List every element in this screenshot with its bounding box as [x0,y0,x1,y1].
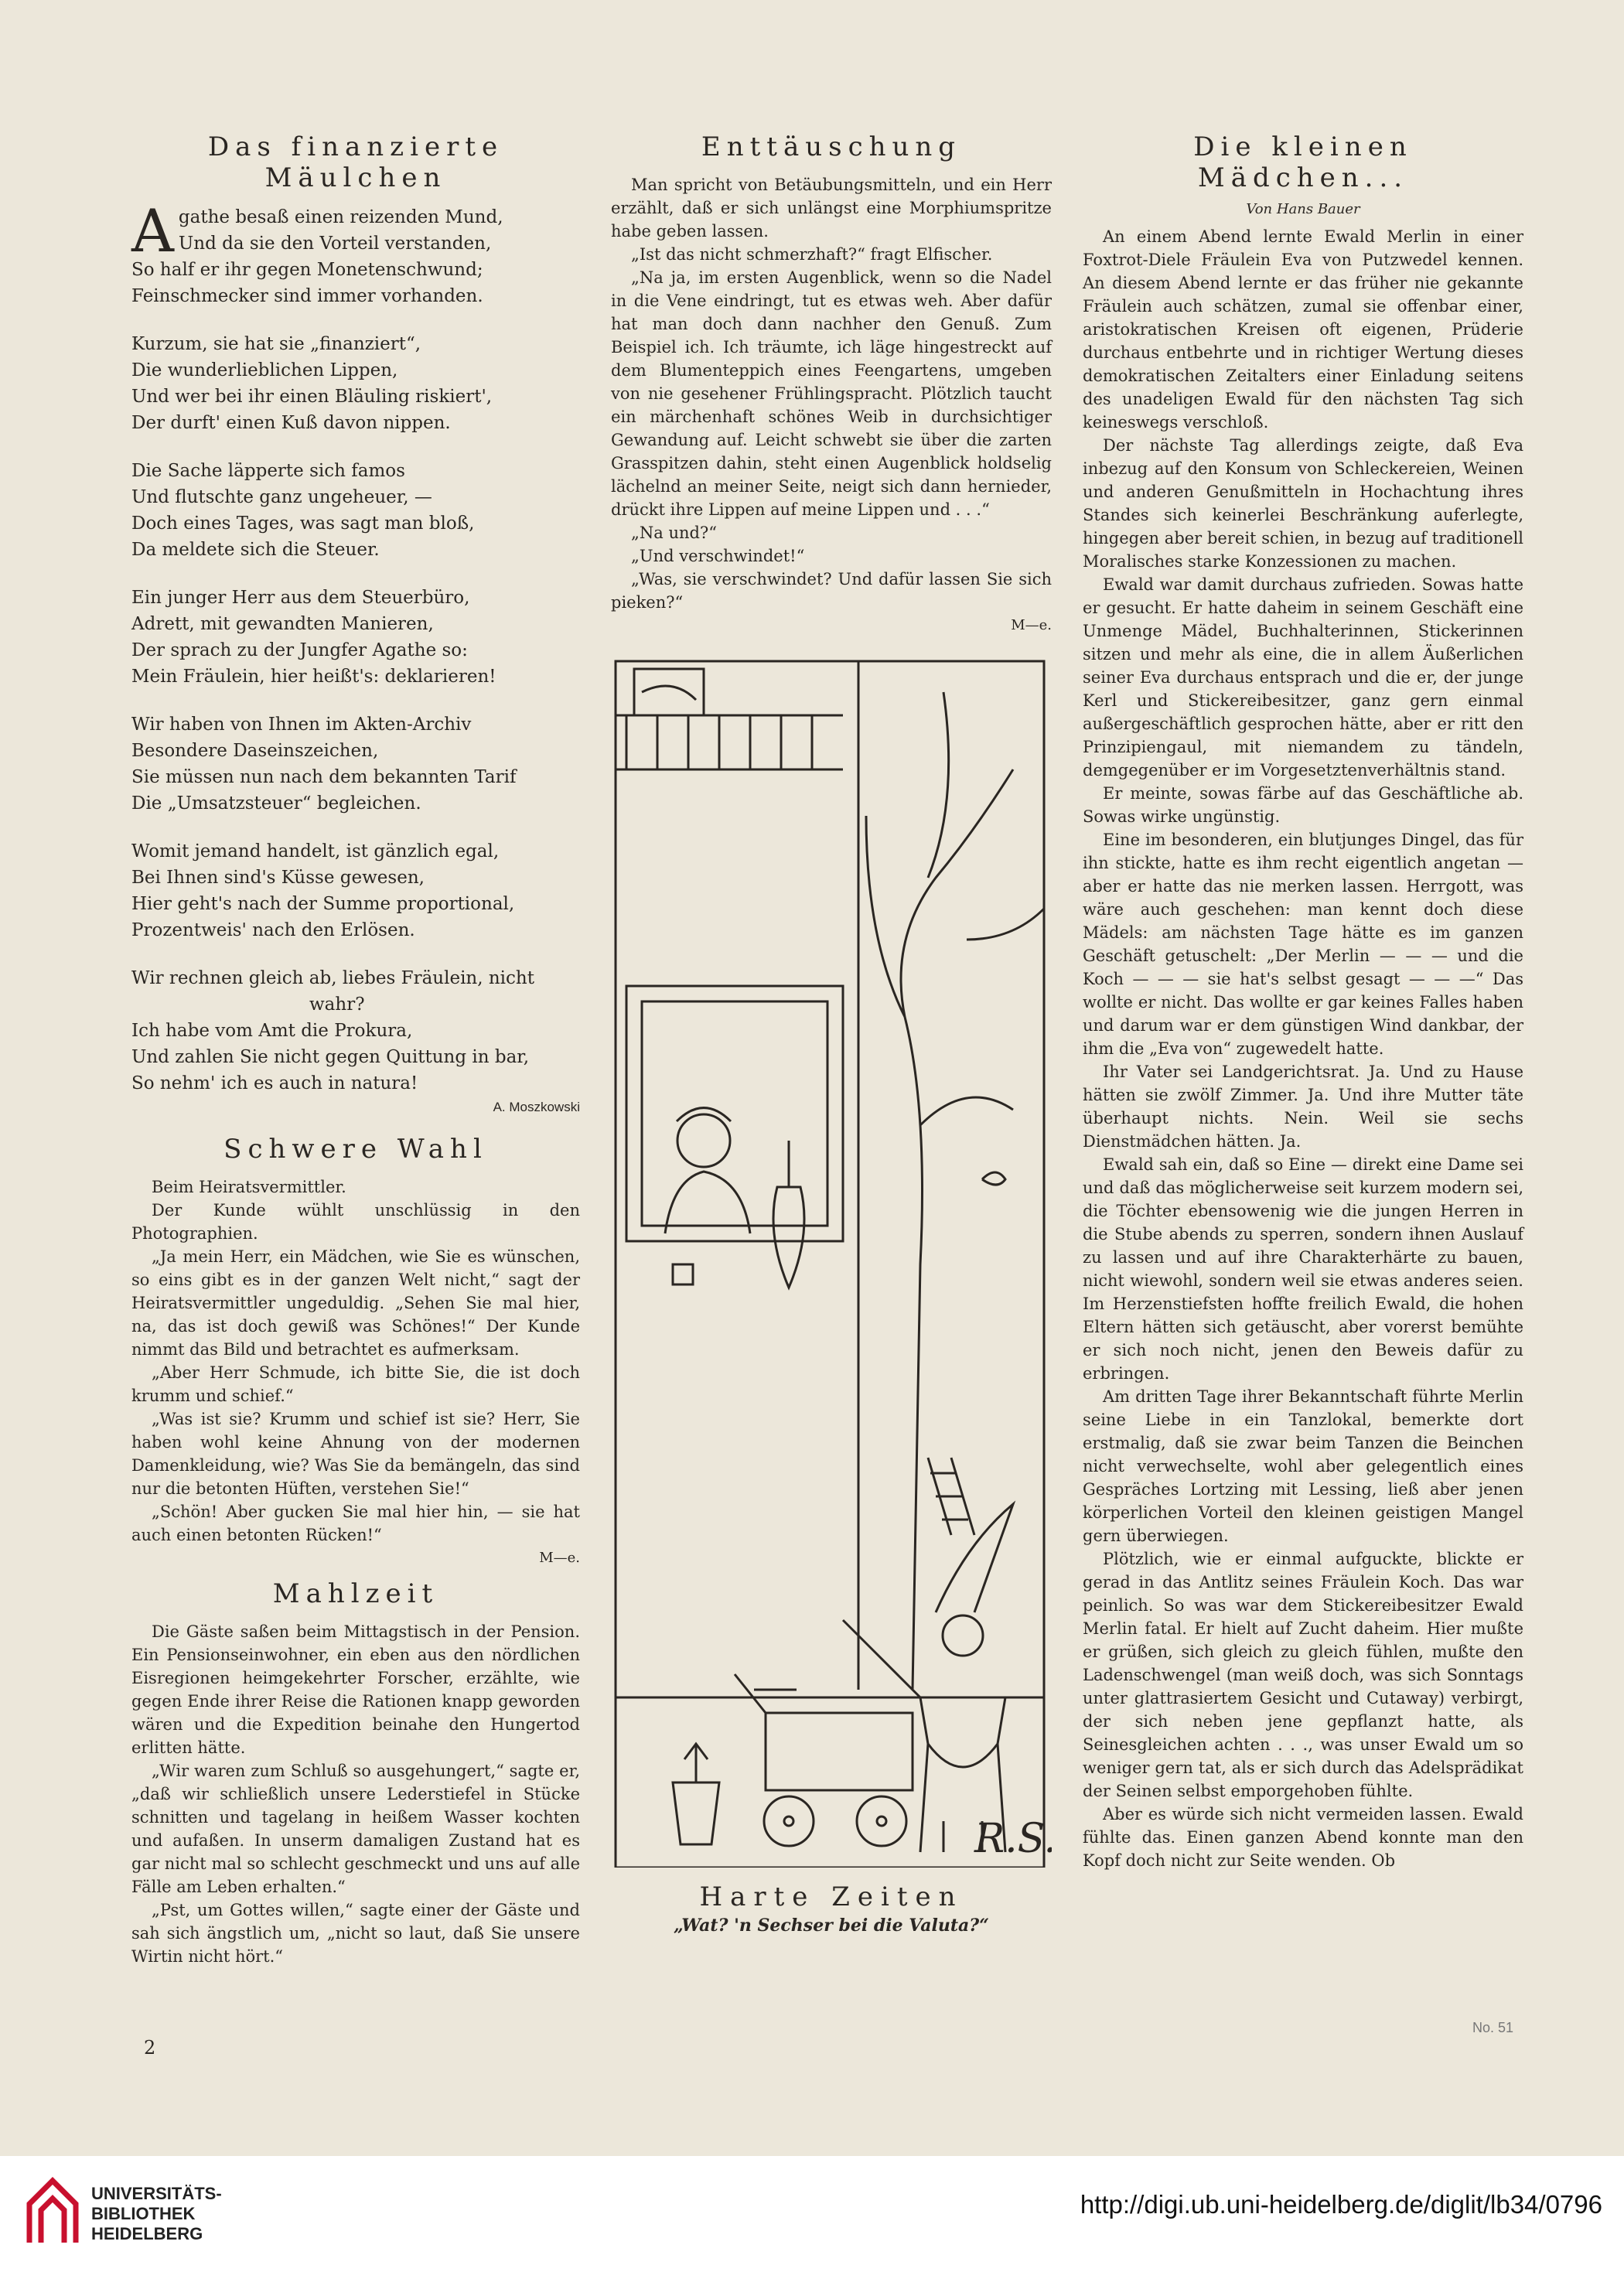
poem-line: Und flutschte ganz ungeheuer, — [131,487,432,507]
poem-line: Die „Umsatzsteuer“ begleichen. [131,793,421,814]
poem-line: gathe besaß einen reizenden Mund, [178,207,503,227]
poem-line: Womit jemand handelt, ist gänzlich egal, [131,841,500,861]
paragraph: Plötzlich, wie er einmal aufguckte, blickte er gerad in das Antlitz seines Fräulein Koch. Das war peinlich. So was war dem Stickereibesitzer Ewald Merlin fatal. Er hielt auf Zucht daheim. Hier mußte er grüßen, sich gleich zu gleich fühlen, mußte den Ladenschwengel (man weiß doch, was sich Sonntags unter glattrasiertem Gesicht und Cutaway) verbirgt, der sich neben jene gepflanzt hatte, als Seinesgleichen achten . . ., was unser Ewald um so weniger gern tat, als er sich durch das Adelsprädikat der Seinen selbst emporgehoben fühlte. [1083,1550,1523,1800]
story-title-schwere-wahl: Schwere Wahl [223,1134,488,1165]
poem-line: Kurzum, sie hat sie „finanziert“, [131,334,421,354]
poem-line: Besondere Daseinszeichen, [131,741,379,761]
poem-line: Ein junger Herr aus dem Steuerbüro, [131,588,470,608]
cartoon-illustration [611,646,1052,1868]
poem-line: Der sprach zu der Jungfer Agathe so: [131,640,468,660]
paragraph: Die Gäste saßen beim Mittagstisch in der Pension. Ein Pensionseinwohner, ein eben aus den nördlichen Eisregionen heimgekehrter Forscher, erzählte, wie gegen Ende ihrer Reise die Rationen knapp geworden wären und die Expedition beinahe den Hungertod erlitten hätte. [131,1622,580,1757]
poem-line: Adrett, mit gewandten Manieren, [131,614,434,634]
paragraph: Am dritten Tage ihrer Bekanntschaft führte Merlin seine Liebe in ein Tanzlokal, bemerkte dort erstmalig, daß sie zwar beim Tanzen die Beinchen nicht verwechselte, wohl aber gelegentlich eines Gespräches Lortzing mit Lessing, ließ aber jenen körperlichen Vorteil den kleinen geistigen Mangel gern überwiegen. [1083,1387,1523,1545]
poem-line: Die wunderlieblichen Lippen, [131,360,398,380]
poem-stanza [131,838,580,943]
paragraph: Aber es würde sich nicht vermeiden lassen. Ewald fühlte das. Einen ganzen Abend konnte man den Kopf doch nicht zur Seite wenden. Ob [1083,1805,1523,1870]
poem-stanza [131,458,580,563]
poem-title: Das finanzierte Mäulchen [207,131,504,193]
left-column [131,131,580,1968]
paragraph: „Aber Herr Schmude, ich bitte Sie, die ist doch krumm und schief.“ [131,1363,580,1405]
poem-stanza [131,196,580,309]
story-enttaeuschung [611,173,1052,614]
story-signature: M—e. [539,1550,580,1566]
paragraph: Ewald sah ein, daß so Eine — direkt eine Dame sei und daß das möglicherweise seit kurzem modern sei, die Töchter ebensowenig wie die jungen Herren in die Stube abends zu sperren, sondern ihnen Auslauf zu lassen und auf ihre Charakterhärte zu bauen, nicht wiewohl, sondern weil sie etwas anderes seien. Im Herzenstiefsten hoffte freilich Ewald, die hohen Eltern hätten sich getäuscht, aber vorerst bemühte er sich noch nicht, jenen den Beweis dafür zu erbringen. [1083,1155,1523,1383]
poem-line: Wir rechnen gleich ab, liebes Fräulein, nicht [131,968,534,988]
poem-stanza [131,711,580,817]
issue-number: No. 51 [1472,2020,1514,2035]
poem-line: Sie müssen nun nach dem bekannten Tarif [131,767,517,787]
poem-line: Hier geht's nach der Summe proportional, [131,894,515,914]
cartoon-caption-quote: „Wat? 'n Sechser bei die Valuta?“ [674,1916,989,1936]
poem-line: Und zahlen Sie nicht gegen Quittung in bar, [131,1047,530,1067]
cartoon-caption-title: Harte Zeiten [699,1881,964,1912]
drop-cap: A [131,196,174,265]
paragraph: „Pst, um Gottes willen,“ sagte einer der Gäste und sah sich ängstlich um, „nicht so laut, daß Sie unsere Wirtin nicht hört.“ [131,1901,580,1966]
paragraph: Ihr Vater sei Landgerichtsrat. Ja. Und zu Hause hätten sie zwölf Zimmer. Ja. Und ihre Mutter täte überhaupt nichts. Nein. Weil sie sechs Dienstmädchen hätten. Ja. [1083,1063,1523,1151]
paragraph: „Wir waren zum Schluß so ausgehungert,“ sagte er, „daß wir schließlich unsere Lederstiefel in Stücke schnitten und tagelang in heißem Wasser kochten und aufaßen. In unserm damaligen Zustand hat es gar nicht mal so schlecht geschmeckt und uns auf alle Fälle am Leben erhalten.“ [131,1762,580,1896]
library-name: UNIVERSITÄTS- BIBLIOTHEK HEIDELBERG [91,2184,222,2243]
paragraph: „Ja mein Herr, ein Mädchen, wie Sie es wünschen, so eins gibt es in der ganzen Welt nicht,“ sagt der Heiratsvermittler ungeduldig. „Sehen Sie mal hier, na, das ist doch gewiß was Schönes!“ Der Kunde nimmt das Bild und betrachtet es aufmerksam. [131,1247,580,1359]
poem-line: Wir haben von Ihnen im Akten-Archiv [131,715,472,735]
paragraph: „Na ja, im ersten Augenblick, wenn so die Nadel in die Vene eindringt, tut es etwas weh. Aber dafür hat man doch dann nachher den Genuß. Zum Beispiel ich. Ich träumte, ich läge hingestreckt auf dem Blumenteppich eines Feengartens, umgeben von nie gesehener Frühlingspracht. Plötzlich taucht ein märchenhaft schönes Weib in durchsichtiger Gewandung auf. Leicht schwebt sie über die zarten Grasspitzen dahin, steht einen Augenblick holdselig lächelnd an meiner Seite, neigt sich dann hernieder, drückt ihre Lippen auf meine Lippen und . . .“ [611,268,1052,519]
cartoon-monogram: R.S. [974,1816,1052,1862]
poem-line: Feinschmecker sind immer vorhanden. [131,286,483,306]
poem-line: So half er ihr gegen Monetenschwund; [131,260,483,280]
poem-author: A. Moszkowski [493,1100,580,1114]
paragraph: „Ist das nicht schmerzhaft?“ fragt Elfischer. [631,245,993,264]
poem-line: Die Sache läpperte sich famos [131,461,405,481]
right-column [1083,131,1523,1872]
university-logo-icon [22,2173,84,2250]
paragraph: Er meinte, sowas färbe auf das Geschäftliche ab. Sowas wirke ungünstig. [1083,784,1523,826]
story-mahlzeit [131,1620,580,1968]
poem-body [131,196,580,1097]
paragraph: „Und verschwindet!“ [631,547,805,565]
paragraph: Der nächste Tag allerdings zeigte, daß Eva inbezug auf den Konsum von Schleckereien, Weinen und anderen Genußmitteln in Hochachtung ihres Standes sich keinerlei Beschränkung auferlegte, hingegen aber bereit schien, in bezug auf traditionell Moralisches starke Konzessionen zu machen. [1083,436,1523,571]
poem-line: Prozentweis' nach den Erlösen. [131,920,415,940]
paragraph: Beim Heiratsvermittler. [152,1178,346,1196]
paragraph: Ewald war damit durchaus zufrieden. Sowas hatte er gesucht. Er hatte daheim in seinem Geschäft eine Unmenge Mädel, Buchhalterinnen, Stickerinnen sitzen und mehr als eine, die in allem Äußerlichen seiner Eva durchaus entsprach und die er, der junge Kerl und Stickereibesitzer, ganz gern einmal außergeschäftlich gesprochen hätte, aber er ritt den Prinzipiengaul, mit niemandem zu tändeln, demgegenüber er im Vorgesetztenverhältnis stand. [1083,575,1523,780]
paragraph: „Was ist sie? Krumm und schief ist sie? Herr, Sie haben wohl keine Ahnung von der modernen Damenkleidung, wie? Was Sie da bemängeln, das sind nur die betonten Hüften, verstehen Sie!“ [131,1410,580,1498]
source-url[interactable]: http://digi.ub.uni-heidelberg.de/diglit/lb34/0796 [1080,2190,1602,2219]
paragraph: Eine im besonderen, ein blutjunges Dingel, das für ihn stickte, hatte es ihm recht eigentlich angetan — aber er hatte das nie merken lassen. Herrgott, was wäre auch geschehen: man kennt doch diese Mädels: am nächsten Tage hätte es im ganzen Geschäft getuschelt: „Der Merlin — — — und die Koch — — — sie hat's selbst gesagt — — —“ Das wollte er nicht. Das wollte er gar keines Falles haben und darum war er dem günstigen Wind dankbar, der ihm die „Eva von“ zugewedelt hatte. [1083,831,1523,1058]
poem-line: Da meldete sich die Steuer. [131,540,380,560]
poem-stanza [131,585,580,690]
poem-line: So nehm' ich es auch in natura! [131,1073,418,1093]
poem-stanza [131,331,580,436]
paragraph: Man spricht von Betäubungsmitteln, und ein Herr erzählt, daß er sich unlängst eine Morphiumspritze habe geben lassen. [611,176,1052,241]
paragraph: „Schön! Aber gucken Sie mal hier hin, — sie hat auch einen betonten Rücken!“ [131,1503,580,1544]
page-number: 2 [144,2037,156,2059]
paragraph: Der Kunde wühlt unschlüssig in den Photographien. [131,1201,580,1243]
poem-stanza [131,965,580,1097]
poem-line: Mein Fräulein, hier heißt's: deklarieren! [131,667,496,687]
poem-line: Bei Ihnen sind's Küsse gewesen, [131,868,425,888]
story-signature: M—e. [1011,617,1052,633]
poem-line: Der durft' einen Kuß davon nippen. [131,413,451,433]
cartoon-drawing [611,646,1052,1868]
middle-column [611,131,1052,1936]
story-kleinen-maedchen [1083,225,1523,1872]
poem-line: Doch eines Tages, was sagt man bloß, [131,513,475,534]
digitization-footer [0,2156,1624,2272]
poem-line: wahr? [309,994,365,1015]
story-byline: Von Hans Bauer [1246,201,1360,217]
story-title-mahlzeit: Mahlzeit [272,1578,439,1609]
story-title-kleinen-maedchen: Die kleinen Mädchen... [1193,131,1413,193]
poem-line: Und wer bei ihr einen Bläuling riskiert', [131,387,493,407]
poem-line: Und da sie den Vorteil verstanden, [178,234,492,254]
paragraph: An einem Abend lernte Ewald Merlin in einer Foxtrot-Diele Fräulein Eva von Putzwedel kennen. An diesem Abend lernte er das früher nie gekannte Fräulein auch schätzen, zumal sie offenbar einer, aristokratischen Kreisen oft eigenen, Prüderie durchaus entbehrte und in richtiger Wertung dieses demokratischen Zeitalters einer Einladung seitens des unadeligen Ewald für den nächsten Tag sich keineswegs verschloß. [1083,227,1523,432]
paragraph: „Na und?“ [631,524,717,542]
story-schwere-wahl [131,1175,580,1547]
poem-line: Ich habe vom Amt die Prokura, [131,1021,413,1041]
paragraph: „Was, sie verschwindet? Und dafür lassen Sie sich pieken?“ [611,570,1052,612]
story-title-enttaeuschung: Enttäuschung [701,131,962,162]
